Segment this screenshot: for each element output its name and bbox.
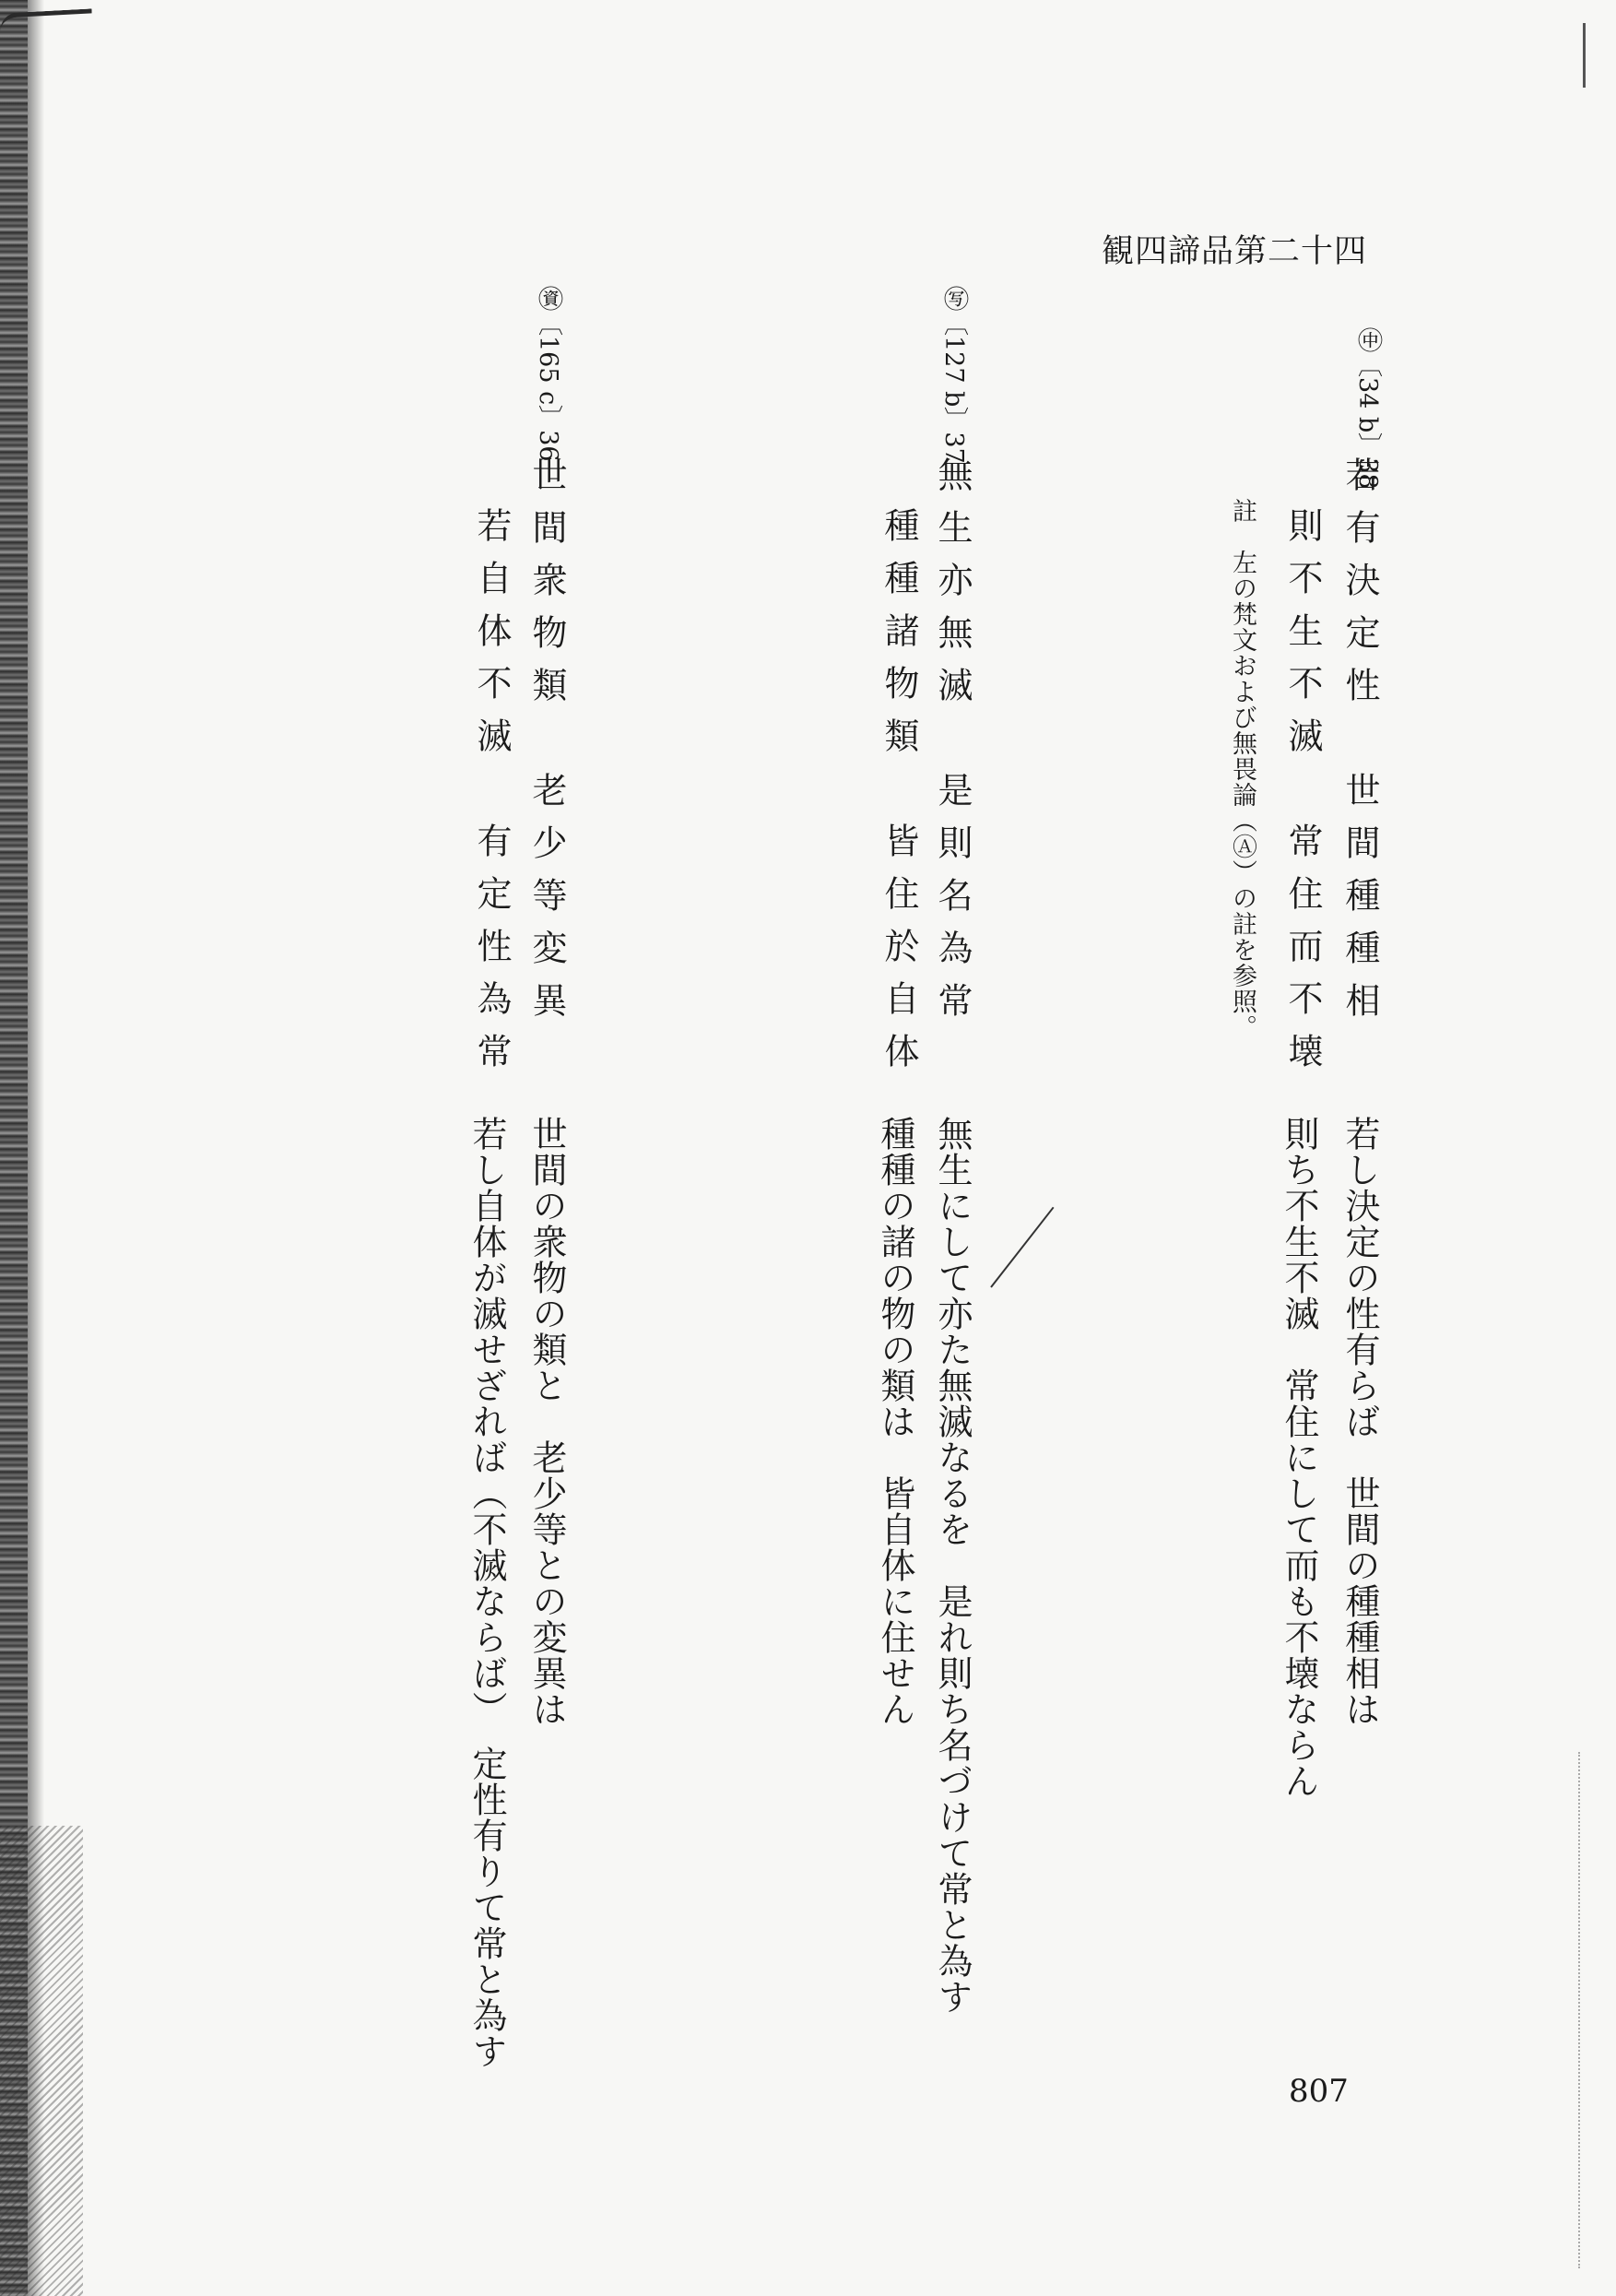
verse-3-reading-2: 若し自体が滅せざれば（不滅ならば） 定性有りて常と為す: [466, 1116, 507, 2069]
stray-pen-stroke: [990, 1207, 1054, 1288]
verse-1-note: 註 左の梵文および無畏論（Ⓐ）の註を参照。: [1228, 498, 1256, 1040]
verse-2-line-2: 種種諸物類 皆住於自体: [879, 507, 919, 1085]
scan-noise: [0, 1826, 83, 2296]
verse-3-reference: ㊮〔165 c〕36: [534, 286, 562, 462]
verse-3-reading-1: 世間の衆物の類と 老少等との変異は: [526, 1116, 567, 1727]
verse-2-reference: ㊢〔127 b〕37: [939, 286, 968, 464]
verse-2-line-1: 無生亦無滅 是則名為常: [932, 456, 973, 1035]
verse-3-line-2: 若自体不滅 有定性為常: [471, 507, 512, 1085]
verse-2-reading-1: 無生にして亦た無滅なるを 是れ則ち名づけて常と為す: [932, 1116, 973, 2015]
verse-1-reference: ㊥〔34 b〕38: [1353, 327, 1382, 490]
page-curl-mark: [0, 8, 92, 30]
verse-3-line-1: 世間衆物類 老少等変異: [526, 456, 567, 1035]
verse-1-reading-2: 則ち不生不滅 常住にして而も不壊ならん: [1279, 1116, 1319, 1799]
verse-1-reading-1: 若し決定の性有らば 世間の種種相は: [1339, 1116, 1380, 1727]
verse-1-line-2: 則不生不滅 常住而不壊: [1282, 507, 1323, 1085]
running-head: 観四諦品第二十四: [1102, 233, 1368, 270]
verse-2-reading-2: 種種の諸の物の類は 皆自体に住せん: [875, 1116, 915, 1727]
page-number: 807: [1289, 2073, 1349, 2110]
verse-1-line-1: 若有決定性 世間種種相: [1339, 456, 1380, 1035]
margin-mark: [1583, 23, 1586, 88]
margin-dots: [1578, 1752, 1580, 2268]
